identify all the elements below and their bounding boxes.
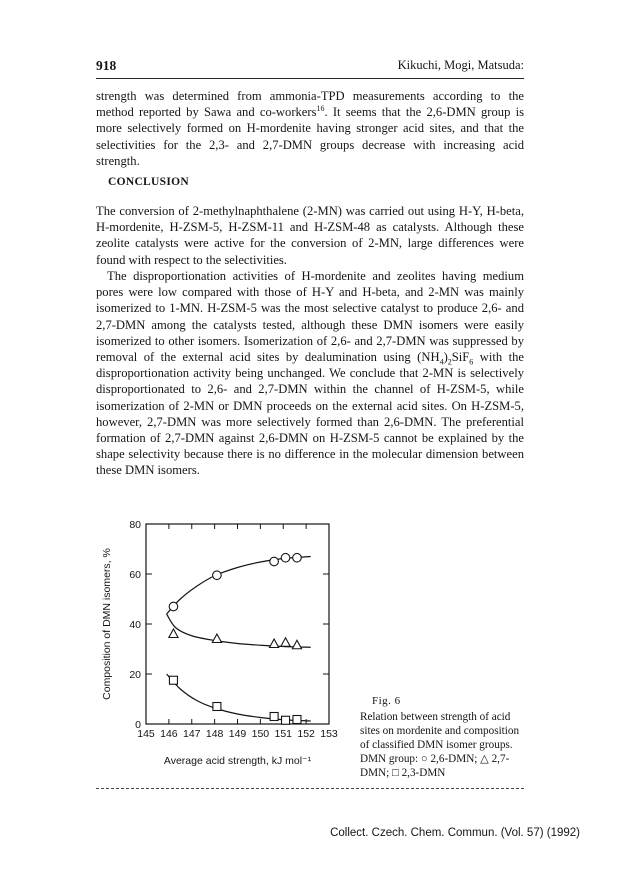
header-rule bbox=[96, 78, 524, 79]
y-tick-label: 80 bbox=[129, 519, 141, 531]
x-tick-label: 153 bbox=[320, 728, 338, 740]
x-tick-label: 146 bbox=[160, 728, 178, 740]
data-point-square bbox=[270, 713, 278, 721]
data-point-square bbox=[293, 716, 301, 724]
y-tick-label: 20 bbox=[129, 669, 141, 681]
x-tick-label: 148 bbox=[205, 728, 224, 740]
x-tick-label: 151 bbox=[274, 728, 293, 740]
data-point-triangle bbox=[270, 639, 279, 648]
x-axis-label: Average acid strength, kJ mol⁻¹ bbox=[163, 755, 312, 767]
running-head: Kikuchi, Mogi, Matsuda: bbox=[397, 58, 524, 72]
section-heading: CONCLUSION bbox=[108, 176, 189, 188]
series-curve-circle bbox=[167, 557, 311, 615]
footer-rule bbox=[96, 788, 524, 789]
x-tick-label: 149 bbox=[228, 728, 247, 740]
data-point-triangle bbox=[212, 634, 221, 643]
reference-superscript: 16 bbox=[316, 104, 325, 114]
plot-frame bbox=[146, 524, 329, 724]
data-point-square bbox=[213, 703, 221, 711]
caption-text: Relation between strength of acid sites on mordenite and composition of classified DMN isomer groups. DMN group: ○ 2,6-DMN; △ 2,7-DMN; □ 2,3-DMN bbox=[360, 711, 520, 779]
paragraph-text: . It seems that the 2,6-DMN group is more selectively formed on H-mordenite having stronger acid sites, and that the selectivities for the 2,3- and 2,7-DMN groups decrease with increasing acid strength. bbox=[96, 105, 524, 168]
data-point-circle bbox=[213, 571, 222, 580]
data-point-circle bbox=[169, 602, 178, 611]
paragraph-conclusion-1: The conversion of 2-methylnaphthalene (2-MN) was carried out using H-Y, H-beta, H-mordenite, H-ZSM-5, H-ZSM-11 and H-ZSM-48 as catalysts. Although these zeolite catalysts were active for the conversion of 2-MN, large differences were found with respect to the selectivities. bbox=[96, 204, 524, 267]
paragraph-text: with the disproportionation activity being unchanged. We conclude that 2-MN is selectively disproportionated to 2,6- and 2,7-DMN within the channel of H-ZSM-5, while isomerization of 2-MN or DMN proceeds on the external acid sites. On H-ZSM-5, however, 2,7-DMN was more selectively formed than 2,6-DMN. The preferential formation of 2,7-DMN against 2,6-DMN on H-ZSM-5 cannot be explained by the shape selectivity because there is no difference in the molecular dimension between these DMN isomers. bbox=[96, 350, 524, 478]
x-tick-label: 150 bbox=[251, 728, 270, 740]
data-point-triangle bbox=[281, 638, 290, 647]
paragraph-text: strength was determined from ammonia-TPD measurements according to the method reported by Sawa and co-workers bbox=[96, 89, 524, 120]
subscript: 4 bbox=[439, 357, 444, 367]
paragraph-text: ) bbox=[443, 350, 448, 365]
running-header bbox=[96, 58, 524, 76]
y-axis-label: Composition of DMN isomers, % bbox=[101, 548, 113, 700]
x-tick-label: 145 bbox=[137, 728, 155, 740]
data-point-triangle bbox=[292, 640, 301, 649]
data-point-triangle bbox=[169, 629, 178, 638]
data-point-circle bbox=[293, 553, 302, 562]
journal-footer: Collect. Czech. Chem. Commun. (Vol. 57) (1992) bbox=[330, 827, 580, 839]
y-tick-label: 0 bbox=[135, 719, 141, 731]
subscript: 6 bbox=[469, 357, 474, 367]
data-point-circle bbox=[281, 553, 290, 562]
paragraph-conclusion-2 bbox=[96, 268, 524, 479]
data-point-square bbox=[169, 676, 177, 684]
data-point-circle bbox=[270, 557, 279, 566]
x-tick-label: 152 bbox=[297, 728, 315, 740]
paragraph-text: SiF bbox=[451, 350, 470, 365]
series-curve-triangle bbox=[167, 614, 311, 647]
page-number: 918 bbox=[96, 58, 117, 73]
paragraph-results-end bbox=[96, 88, 524, 169]
figure-caption bbox=[360, 694, 528, 780]
figure-label: Fig. 6 bbox=[372, 695, 401, 707]
figure-6-chart bbox=[96, 512, 358, 782]
series-curve-square bbox=[167, 674, 311, 721]
subscript: 2 bbox=[447, 357, 452, 367]
chart-svg bbox=[96, 512, 358, 782]
y-tick-label: 60 bbox=[129, 569, 141, 581]
paragraph-text: The disproportionation activities of H-mordenite and zeolites having medium pores were low compared with those of H-Y and H-beta, and 2-MN was mainly isomerized to 1-MN. H-ZSM-5 was the most selective catalyst to produce 2,6- and 2,7-DMN among the catalysts tested, although these DMN isomers were easily isomerized to other isomers. Isomerization of 2,6- and 2,7-DMN was suppressed by removal of the external acid sites by dealumination using (NH bbox=[96, 269, 524, 365]
data-point-square bbox=[282, 716, 290, 724]
y-tick-label: 40 bbox=[129, 619, 141, 631]
x-tick-label: 147 bbox=[182, 728, 201, 740]
